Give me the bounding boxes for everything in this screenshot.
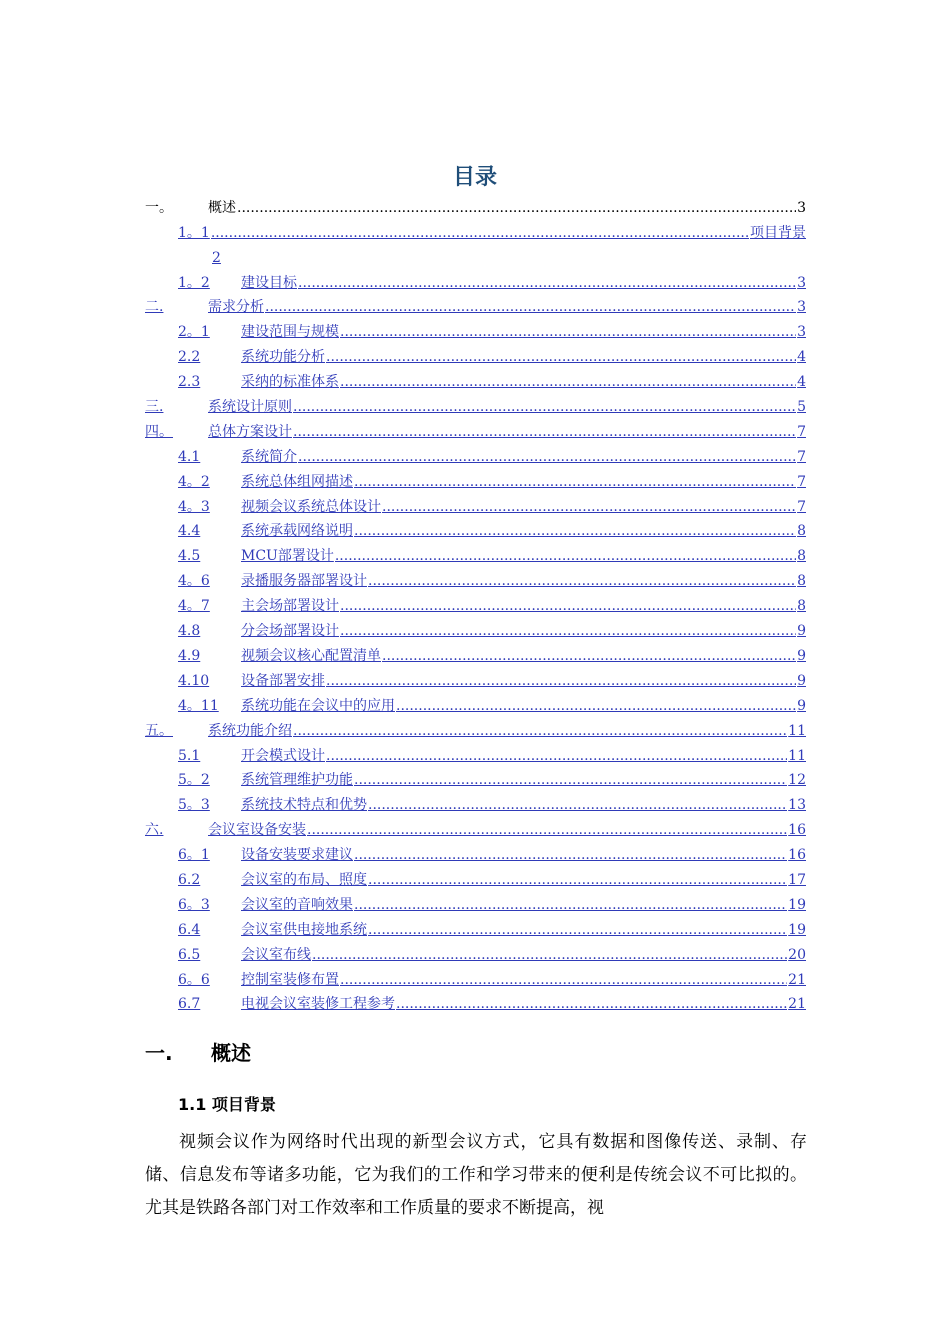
toc-leader [335, 547, 796, 565]
toc-number: 五。 [145, 722, 173, 739]
toc-number: 4。3 [178, 498, 210, 515]
subsection-heading: 1.1 项目背景 [178, 1095, 276, 1114]
toc-entry[interactable] [145, 366, 806, 391]
toc-leader [340, 323, 796, 341]
toc-entry[interactable] [145, 316, 806, 341]
toc-leader [368, 796, 787, 814]
toc-label: 视频会议系统总体设计 [241, 498, 381, 515]
toc-page-number: 19 [788, 896, 806, 913]
toc-number: 2。1 [178, 324, 210, 341]
toc-entry[interactable] [145, 989, 806, 1014]
toc-page-number: 4 [797, 374, 806, 391]
toc-label: 总体方案设计 [208, 423, 292, 440]
toc-entry[interactable] [145, 715, 806, 740]
toc-page-number: 5 [797, 399, 806, 416]
body-paragraph: 视频会议作为网络时代出现的新型会议方式，它具有数据和图像传送、录制、存储、信息发布等诸多功能，它为我们的工作和学习带来的便利是传统会议不可比拟的。尤其是铁路各部门对工作效率和工作质量的要求不断提高，视 [145, 1132, 807, 1218]
table-of-contents [145, 192, 806, 1013]
toc-page-number: 7 [797, 498, 806, 515]
toc-page-number: 19 [788, 921, 806, 938]
toc-entry[interactable] [145, 441, 806, 466]
toc-page-number: 12 [788, 772, 806, 789]
toc-label: 建设范围与规模 [241, 324, 339, 341]
toc-leader [298, 274, 796, 292]
toc-number: 四。 [145, 423, 173, 440]
toc-entry[interactable] [145, 765, 806, 790]
toc-label: 系统技术特点和优势 [241, 797, 367, 814]
toc-entry[interactable] [145, 491, 806, 516]
toc-page-number: 21 [788, 971, 806, 988]
toc-label: 系统承载网络说明 [241, 523, 353, 540]
toc-label: 项目背景 [750, 224, 806, 241]
section-heading [145, 1037, 251, 1066]
toc-entry[interactable] [145, 789, 806, 814]
toc-number: 二. [145, 299, 164, 316]
toc-leader [326, 348, 796, 366]
toc-leader [340, 622, 796, 640]
toc-number: 一。 [145, 199, 173, 216]
toc-label: 电视会议室装修工程参考 [241, 996, 395, 1013]
toc-label: 控制室装修布置 [241, 971, 339, 988]
toc-page-number: 3 [797, 324, 806, 341]
toc-leader [326, 747, 787, 765]
toc-page-number: 9 [797, 672, 806, 689]
toc-number: 4.8 [178, 623, 201, 640]
toc-number: 4。2 [178, 473, 210, 490]
toc-entry[interactable] [145, 740, 806, 765]
toc-number: 三. [145, 399, 164, 416]
toc-number: 4.5 [178, 548, 201, 565]
toc-label: 需求分析 [208, 299, 264, 316]
toc-leader [396, 697, 796, 715]
toc-number: 6。6 [178, 971, 210, 988]
toc-number: 1。2 [178, 274, 210, 291]
toc-leader [354, 846, 787, 864]
toc-page-number: 7 [797, 423, 806, 440]
toc-number: 6.2 [178, 871, 201, 888]
toc-leader [354, 473, 796, 491]
toc-page-number: 3 [797, 199, 806, 216]
toc-number: 6.7 [178, 996, 201, 1013]
toc-number: 6.4 [178, 921, 201, 938]
toc-entry[interactable] [145, 690, 806, 715]
toc-entry[interactable] [145, 416, 806, 441]
toc-page-number: 20 [788, 946, 806, 963]
toc-label: 系统功能在会议中的应用 [241, 697, 395, 714]
toc-label: 会议室供电接地系统 [241, 921, 367, 938]
toc-label: 会议室布线 [241, 946, 311, 963]
toc-label: 视频会议核心配置清单 [241, 647, 381, 664]
toc-number: 6.5 [178, 946, 201, 963]
toc-label: 会议室的布局、照度 [241, 871, 367, 888]
toc-number: 6。3 [178, 896, 210, 913]
toc-number: 4.4 [178, 523, 201, 540]
toc-leader [340, 971, 787, 989]
toc-entry[interactable] [145, 516, 806, 541]
toc-entry[interactable] [145, 964, 806, 989]
toc-page-number: 9 [797, 697, 806, 714]
toc-number: 4.10 [178, 672, 210, 689]
toc-page-number: 3 [797, 274, 806, 291]
toc-page-number: 17 [788, 871, 806, 888]
section-number: 一. [145, 1041, 173, 1065]
toc-number: 4。7 [178, 598, 210, 615]
toc-entry[interactable] [145, 341, 806, 366]
toc-label: 建设目标 [241, 274, 297, 291]
toc-entry[interactable] [145, 939, 806, 964]
toc-page-number: 7 [797, 448, 806, 465]
toc-entry[interactable] [145, 466, 806, 491]
toc-label: 概述 [208, 199, 236, 216]
toc-leader [368, 921, 787, 939]
toc-entry[interactable] [145, 590, 806, 615]
toc-leader [293, 398, 796, 416]
toc-page-number: 13 [788, 797, 806, 814]
toc-page-number: 8 [797, 523, 806, 540]
toc-page-number: 9 [797, 623, 806, 640]
toc-label: 系统总体组网描述 [241, 473, 353, 490]
toc-label: 系统管理维护功能 [241, 772, 353, 789]
toc-entry[interactable] [145, 565, 806, 590]
toc-page-number: 16 [788, 847, 806, 864]
toc-leader [293, 423, 796, 441]
toc-page-number: 11 [788, 747, 806, 764]
toc-leader [368, 572, 796, 590]
toc-number: 5。3 [178, 797, 210, 814]
toc-page-number: 8 [797, 598, 806, 615]
toc-page-number: 7 [797, 473, 806, 490]
toc-leader [382, 647, 796, 665]
toc-page-number: 11 [788, 722, 806, 739]
toc-label: 采纳的标准体系 [241, 374, 339, 391]
toc-number: 2.2 [178, 349, 201, 366]
toc-leader [326, 672, 796, 690]
toc-entry[interactable] [145, 267, 806, 292]
toc-entry[interactable] [145, 292, 806, 317]
toc-entry[interactable] [145, 540, 806, 565]
toc-label: 系统简介 [241, 448, 297, 465]
toc-label: 会议室设备安装 [208, 822, 306, 839]
toc-entry[interactable] [145, 889, 806, 914]
toc-leader [312, 946, 787, 964]
toc-leader [340, 597, 796, 615]
toc-label: MCU部署设计 [241, 548, 334, 565]
toc-leader [265, 298, 796, 316]
toc-leader [211, 224, 749, 242]
toc-label: 主会场部署设计 [241, 598, 339, 615]
toc-number: 1。1 [178, 224, 210, 241]
toc-number: 4。6 [178, 573, 210, 590]
toc-number: 4.9 [178, 647, 201, 664]
toc-entry[interactable] [145, 864, 806, 889]
toc-number: 6。1 [178, 847, 210, 864]
toc-page-number: 8 [797, 573, 806, 590]
toc-leader [354, 522, 796, 540]
toc-leader [354, 771, 787, 789]
toc-page-number: 16 [788, 822, 806, 839]
toc-number: 2.3 [178, 374, 201, 391]
toc-leader [237, 199, 796, 217]
toc-number: 4.1 [178, 448, 201, 465]
toc-number: 4。11 [178, 697, 219, 714]
toc-page-number: 21 [788, 996, 806, 1013]
toc-label: 系统功能介绍 [208, 722, 292, 739]
toc-page-number: 4 [797, 349, 806, 366]
toc-label: 系统功能分析 [241, 349, 325, 366]
toc-entry[interactable] [145, 839, 806, 864]
toc-entry [145, 192, 806, 217]
toc-page-number: 2 [212, 249, 221, 266]
toc-page-number: 8 [797, 548, 806, 565]
toc-leader [307, 821, 787, 839]
toc-entry[interactable] [145, 914, 806, 939]
toc-entry[interactable] [145, 814, 806, 839]
toc-leader [293, 722, 787, 740]
toc-entry[interactable] [145, 665, 806, 690]
toc-label: 录播服务器部署设计 [241, 573, 367, 590]
toc-label: 开会模式设计 [241, 747, 325, 764]
toc-leader [340, 373, 796, 391]
toc-number: 六. [145, 822, 164, 839]
toc-entry[interactable] [145, 391, 806, 416]
toc-entry[interactable] [145, 640, 806, 665]
toc-page-number: 3 [797, 299, 806, 316]
toc-leader [298, 448, 796, 466]
toc-label: 会议室的音响效果 [241, 896, 353, 913]
toc-label: 分会场部署设计 [241, 623, 339, 640]
section-title: 概述 [211, 1041, 251, 1065]
toc-entry[interactable] [145, 615, 806, 640]
toc-leader [368, 871, 787, 889]
toc-label: 设备部署安排 [241, 672, 325, 689]
toc-label: 系统设计原则 [208, 399, 292, 416]
toc-title: 目录 [452, 165, 497, 190]
toc-leader [354, 896, 787, 914]
toc-entry[interactable] [145, 217, 806, 267]
toc-leader [382, 498, 796, 516]
toc-number: 5.1 [178, 747, 201, 764]
toc-number: 5。2 [178, 772, 210, 789]
toc-page-number: 9 [797, 647, 806, 664]
toc-leader [396, 995, 787, 1013]
toc-label: 设备安装要求建议 [241, 847, 353, 864]
